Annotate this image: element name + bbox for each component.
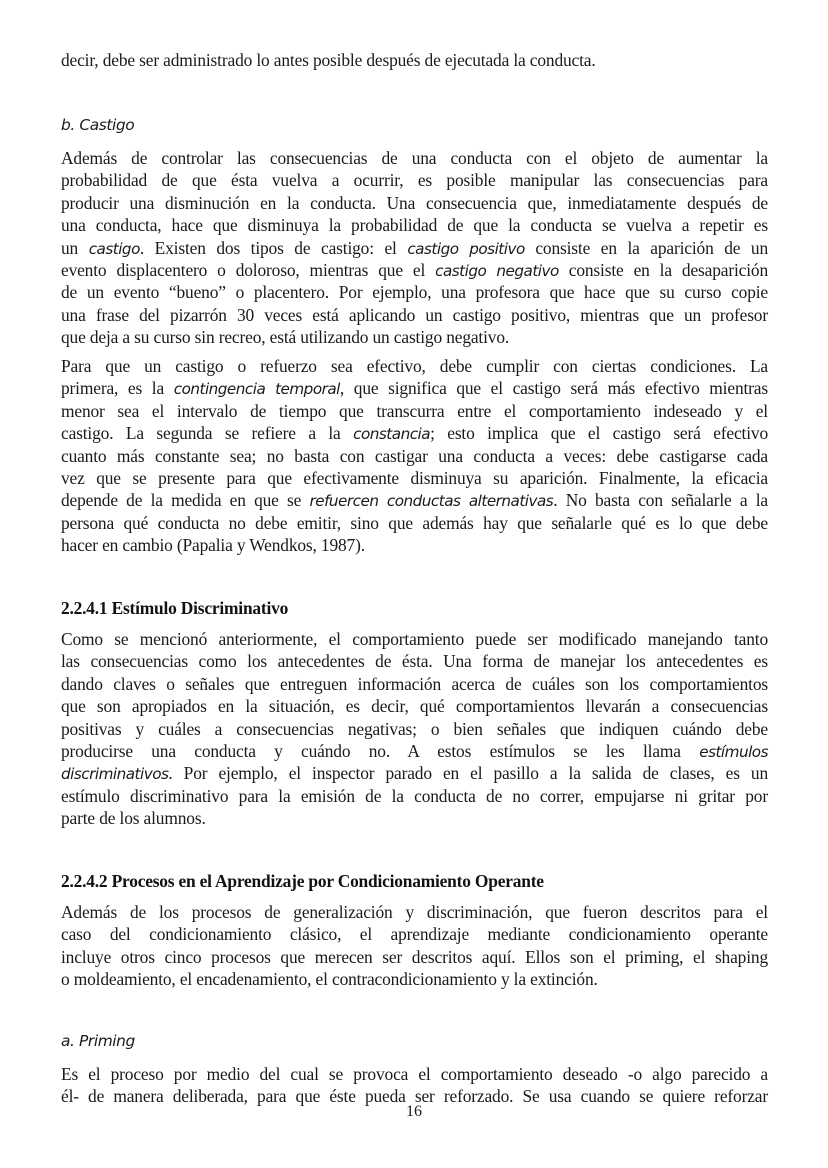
text-run: depende de la medida en que se xyxy=(61,490,310,511)
text-line: o moldeamiento, el encadenamiento, el contracondicionamiento y la extinción. xyxy=(61,969,598,990)
text-line: positivas y cuáles a consecuencias negativas; o bien señales que indiquen cuándo debe xyxy=(61,718,768,739)
text-line: una conducta, hace que disminuya la probabilidad de que la conducta se vuelva a repetir es xyxy=(61,215,768,236)
text-run: , que significa que el castigo será más efectivo mientras xyxy=(339,378,768,399)
text-line: Para que un castigo o refuerzo sea efectivo, debe cumplir con ciertas condiciones. La xyxy=(61,356,768,376)
text-line xyxy=(61,762,768,784)
text-line: decir, debe ser administrado lo antes posible después de ejecutada la conducta. xyxy=(61,50,596,70)
text-line: menor sea el intervalo de tiempo que transcurra entre el comportamiento indeseado y el xyxy=(61,400,768,421)
text-line xyxy=(61,740,768,762)
emphasis-term: refuercen conductas alternativas xyxy=(309,492,554,511)
emphasis-term: castigo negativo xyxy=(435,261,559,280)
text-line: persona qué conducta no debe emitir, sino que además hay que señalarle qué es lo que debe xyxy=(61,512,768,533)
text-line: dando claves o señales que entreguen información acerca de cuáles son los comportamientos xyxy=(61,673,768,694)
text-line: que deja a su curso sin recreo, está utilizando un castigo negativo. xyxy=(61,327,510,348)
text-run: consiste en la aparición de un xyxy=(524,237,769,258)
intro-paragraph xyxy=(61,49,768,71)
text-run: producirse una conducta y cuándo no. A estos estímulos se les llama xyxy=(61,740,700,761)
emphasis-term: discriminativos xyxy=(61,765,169,784)
text-line: cuanto más constante sea; no basta con castigar una conducta a veces: debe castigarse cada xyxy=(61,445,768,466)
text-line: Es el proceso por medio del cual se provoca el comportamiento deseado -o algo parecido a xyxy=(61,1064,768,1084)
text-run: evento displacentero o doloroso, mientras que el xyxy=(61,259,436,280)
text-line: Además de los procesos de generalización y discriminación, que fueron descritos para el xyxy=(61,902,768,922)
text-line: Como se mencionó anteriormente, el comportamiento puede ser modificado manejando tanto xyxy=(61,629,768,649)
text-line: las consecuencias como los antecedentes de ésta. Una forma de manejar los antecedentes es xyxy=(61,651,768,672)
section-heading-procesos: 2.2.4.2 Procesos en el Aprendizaje por Condicionamiento Operante xyxy=(61,871,544,891)
text-line: Además de controlar las consecuencias de una conducta con el objeto de aumentar la xyxy=(61,148,768,168)
text-run: . No basta con señalarle a la xyxy=(553,490,768,511)
emphasis-term: contingencia temporal xyxy=(173,380,340,399)
text-line xyxy=(61,259,768,281)
text-line: vez que se presente para que efectivamente disminuya su aparición. Finalmente, la eficacia xyxy=(61,467,768,488)
text-line: él- de manera deliberada, para que éste pueda ser reforzado. Se usa cuando se quiere reforzar xyxy=(61,1086,768,1107)
castigo-paragraph-2 xyxy=(61,355,768,557)
text-line: que son apropiados en la situación, es decir, qué comportamientos llevarán a consecuencias xyxy=(61,696,768,717)
emphasis-term: constancia xyxy=(353,425,431,444)
emphasis-term: estímulos xyxy=(699,742,768,761)
castigo-paragraph-1 xyxy=(61,147,768,349)
text-line xyxy=(61,489,768,511)
subheading-priming: a. Priming xyxy=(61,1032,135,1050)
text-line: caso del condicionamiento clásico, el aprendizaje mediante condicionamiento operante xyxy=(61,924,768,945)
text-line: producir una disminución en la conducta. Una consecuencia que, inmediatamente después de xyxy=(61,192,768,213)
text-line: de un evento “bueno” o placentero. Por ejemplo, una profesora que hace que su curso copie xyxy=(61,282,768,303)
procesos-paragraph xyxy=(61,901,768,991)
text-run: primera, es la xyxy=(61,378,174,399)
page-number: 16 xyxy=(406,1103,422,1120)
text-line: incluye otros cinco procesos que merecen ser descritos aquí. Ellos son el priming, el shaping xyxy=(61,946,768,967)
estimulo-paragraph xyxy=(61,628,768,830)
text-line xyxy=(61,377,768,399)
text-line: parte de los alumnos. xyxy=(61,808,206,829)
text-run: ; esto implica que el castigo será efectivo xyxy=(430,423,769,444)
text-line: probabilidad de que ésta vuelva a ocurrir, es posible manipular las consecuencias para xyxy=(61,170,768,191)
text-run: . Existen dos tipos de castigo: el xyxy=(139,237,408,258)
emphasis-term: castigo positivo xyxy=(407,239,525,258)
text-run: consiste en la desaparición xyxy=(558,259,768,280)
text-line: una frase del pizarrón 30 veces está aplicando un castigo positivo, mientras que un profesor xyxy=(61,304,768,325)
text-run: un xyxy=(61,237,89,258)
text-line: hacer en cambio (Papalia y Wendkos, 1987). xyxy=(61,535,365,556)
subheading-castigo: b. Castigo xyxy=(61,116,135,134)
emphasis-term: castigo xyxy=(88,239,140,258)
text-line xyxy=(61,237,768,259)
section-heading-estimulo: 2.2.4.1 Estímulo Discriminativo xyxy=(61,598,289,618)
text-run: . Por ejemplo, el inspector parado en el pasillo a la salida de clases, es un xyxy=(168,763,768,784)
text-line xyxy=(61,422,768,444)
priming-paragraph xyxy=(61,1063,768,1108)
text-line: estímulo discriminativo para la emisión de la conducta de no correr, empujarse ni gritar por xyxy=(61,785,768,806)
text-run: castigo. La segunda se refiere a la xyxy=(61,423,354,444)
